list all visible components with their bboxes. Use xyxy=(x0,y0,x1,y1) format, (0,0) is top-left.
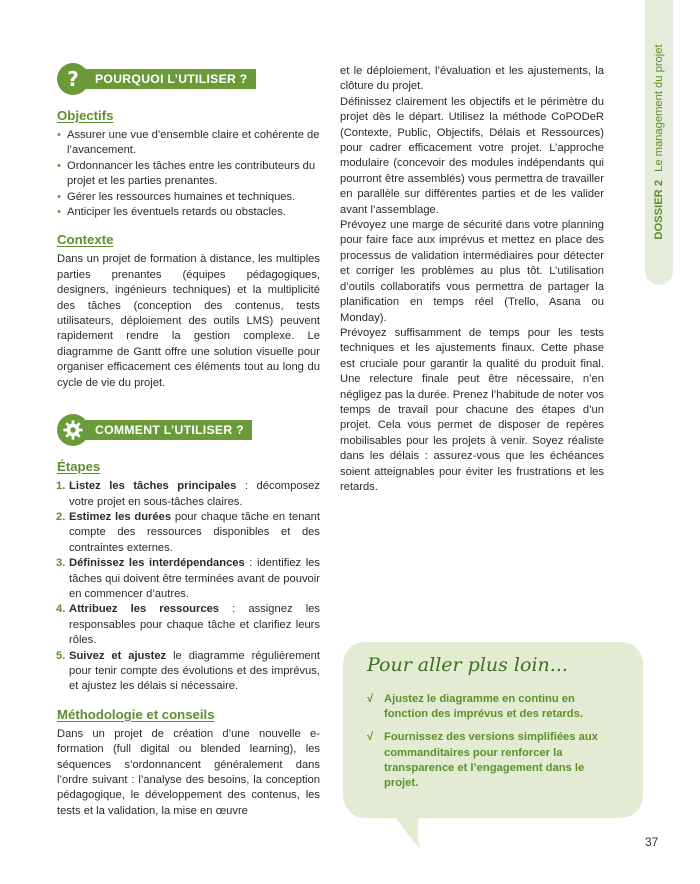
list-item xyxy=(367,692,619,722)
list-item xyxy=(57,479,320,510)
step-bold: Définissez les interdépendances xyxy=(69,557,245,570)
contexte-title: Contexte xyxy=(57,232,114,248)
methodo-paragraph-3: Prévoyez une marge de sécurité dans votre planning pour faire face aux imprévus et mettez en place des processus de validation intermédiaires pour détecter et corriger les problèmes au plus tôt. L’utilisation d’outils collaboratifs vous permettra de partager la planification en temps réel (Trello, Asana ou Monday). xyxy=(340,219,604,324)
step-number: 1. xyxy=(56,480,66,493)
aller-plus-loin-list xyxy=(367,692,619,799)
etapes-title: Étapes xyxy=(57,459,101,475)
dossier-title: Le management du projet xyxy=(653,44,665,172)
aller-plus-loin-title: Pour aller plus loin... xyxy=(367,654,568,676)
step-bold: Attribuez les ressources xyxy=(69,603,220,616)
objectifs-list xyxy=(57,128,320,220)
step-number: 4. xyxy=(56,603,66,616)
question-icon xyxy=(57,63,89,95)
list-item: • Anticiper les éventuels retards ou obstacles. xyxy=(57,205,320,220)
list-item xyxy=(57,556,320,602)
page-number: 37 xyxy=(645,835,659,849)
tip-text: Ajustez le diagramme en continu en fonction des imprévus et des retards. xyxy=(384,693,583,721)
methodo-paragraph-2: Définissez clairement les objectifs et le périmètre du projet dès le départ. Utilisez la méthode CoPODeR (Contexte, Public, Objectifs, Délais et Ressources) pour cadrer efficacement votre projet. L’approche modulaire (concevoir des modules indépendants qui pourront être assemblés) vous permettra de travailler en parallèle sur différentes parties et de les valider avant l’assemblage. xyxy=(340,95,604,216)
dossier-label: DOSSIER 2 xyxy=(653,179,665,240)
speech-bubble-tail-icon xyxy=(392,810,426,850)
methodo-paragraph: Dans un projet de création d’une nouvelle e-formation (full digital ou blended learning), les séquences s’ordonnancent généralement dans l’ordre suivant : l’analyse des besoins, la conception pédagogique, le développement des contenus, les tests et la validation, la mise en œuvre xyxy=(57,727,320,817)
objectifs-title: Objectifs xyxy=(57,108,114,123)
list-item: • Gérer les ressources humaines et techniques. xyxy=(57,190,320,205)
check-icon: √ xyxy=(367,693,374,705)
pourquoi-badge xyxy=(57,62,320,96)
methodo-title: Méthodologie et conseils xyxy=(57,706,215,722)
contexte-paragraph: Dans un projet de formation à distance, les multiples parties prenantes (équipes pédagogiques, designers, ingénieurs techniques) et la multiplicité des tâches (conception des contenus, tests utilisateurs, déploiement des outils LMS) peuvent rapidement rendre la gestion complexe. Le diagramme de Gantt offre une solution visuelle pour organiser efficacement ces éléments tout au long du cycle de vie du projet. xyxy=(57,253,320,389)
check-icon: √ xyxy=(367,731,374,744)
step-number: 3. xyxy=(56,557,66,570)
list-item: • Ordonnancer les tâches entre les contributeurs du projet et les parties prenantes. xyxy=(57,159,320,190)
methodo-continued-paragraph: et le déploiement, l’évaluation et les ajustements, la clôture du projet. xyxy=(340,65,604,93)
gear-icon xyxy=(57,414,89,446)
list-item xyxy=(57,649,320,695)
list-item xyxy=(367,730,619,791)
right-column xyxy=(340,64,604,495)
step-text: : décomposez votre projet en sous-tâches claires. xyxy=(69,480,320,508)
list-item xyxy=(57,602,320,648)
step-bold: Estimez les durées xyxy=(69,510,172,523)
pourquoi-badge-label: POURQUOI L’UTILISER ? xyxy=(81,69,256,89)
step-number: 2. xyxy=(56,510,66,523)
step-bold: Suivez et ajustez xyxy=(69,649,167,662)
list-item xyxy=(57,510,320,556)
etapes-list xyxy=(57,479,320,695)
svg-text:?: ? xyxy=(67,67,79,91)
tip-text: Fournissez des versions simplifiées aux commanditaires pour renforcer la transparence et l’engagement dans le projet. xyxy=(384,731,598,790)
methodo-paragraph-4: Prévoyez suffisamment de temps pour les tests techniques et les ajustements finaux. Cette phase est cruciale pour garantir la qualité du produit final. Une relecture finale peut être nécessaire, n’en négligez pas la durée. Prenez l’habitude de noter vos temps de travail pour chacune des étapes d’un projet. Cela vous permet de disposer de repères mobilisables pour les projets à venir. Soyez réaliste dans les délais : assurez-vous que les échéances soient atteignables pour éviter les frustrations et les retards. xyxy=(340,326,604,493)
step-number: 5. xyxy=(56,649,66,662)
comment-badge-label: COMMENT L’UTILISER ? xyxy=(81,420,252,440)
step-text: pour chaque tâche en tenant compte des ressources disponibles et des contraintes externes. xyxy=(69,510,320,554)
step-text: : identifiez les tâches qui doivent être terminées avant de pouvoir en commencer d’autres. xyxy=(69,557,320,600)
step-bold: Listez les tâches principales xyxy=(69,480,237,493)
comment-badge xyxy=(57,413,320,447)
left-column xyxy=(57,62,320,819)
step-text: le diagramme régulièrement pour tenir compte des évolutions et des imprévus, et ajustez les délais si nécessaire. xyxy=(69,649,320,693)
list-item: • Assurer une vue d’ensemble claire et cohérente de l’avancement. xyxy=(57,128,320,159)
side-tab-label xyxy=(653,44,665,239)
step-text: : assignez les responsables pour chaque tâche et clarifiez leurs rôles. xyxy=(69,603,320,647)
